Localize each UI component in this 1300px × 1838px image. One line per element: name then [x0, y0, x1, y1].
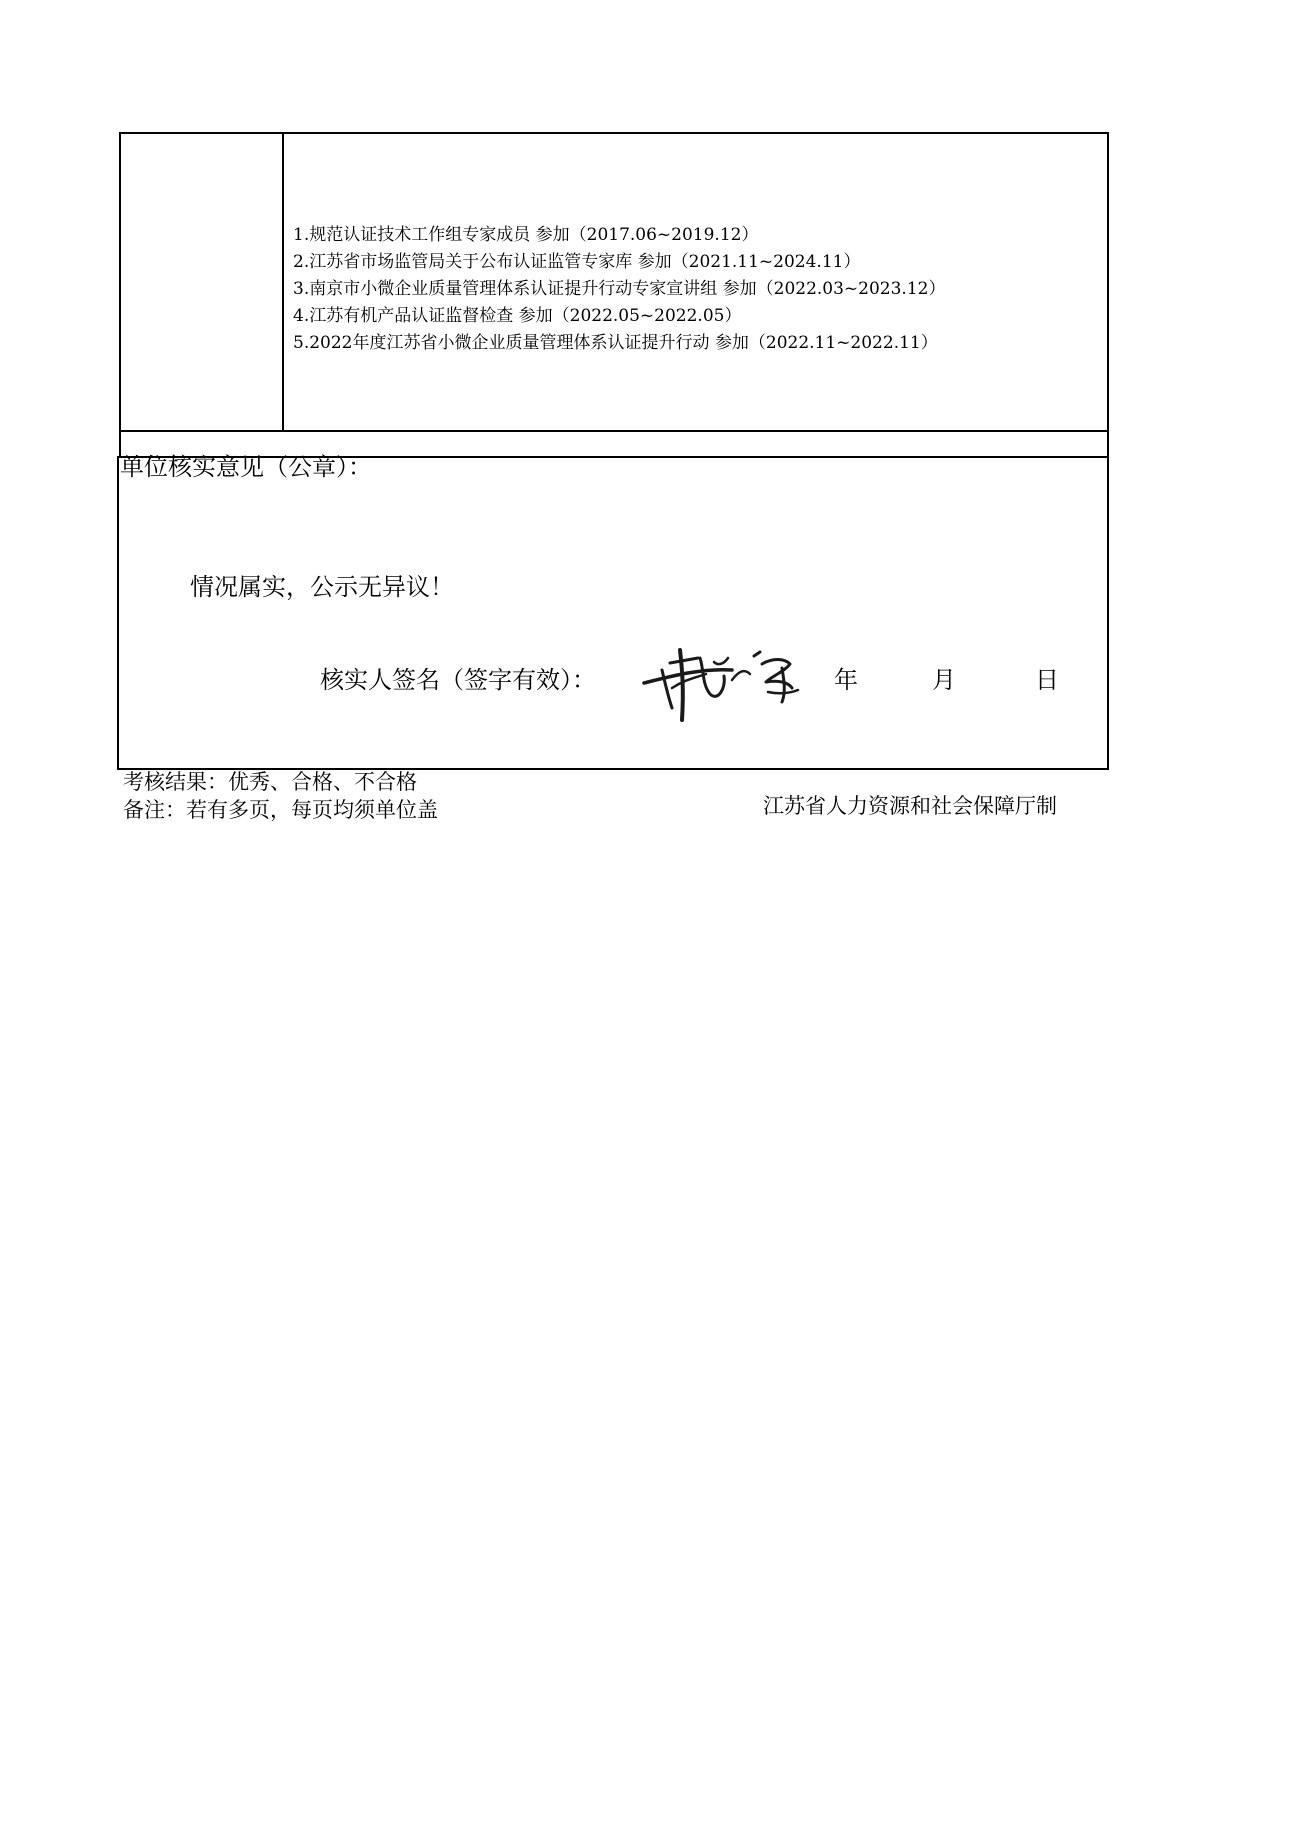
- verification-box: [117, 453, 1109, 770]
- participation-item: 4.江苏有机产品认证监督检查 参加（2022.05~2022.05）: [293, 306, 742, 326]
- signer-label: 核实人签名（签字有效）：: [320, 666, 596, 694]
- note-line: 备注：若有多页，每页均须单位盖: [123, 798, 438, 822]
- participation-item: 1.规范认证技术工作组专家成员 参加（2017.06~2019.12）: [293, 225, 759, 245]
- assessment-result-line: 考核结果：优秀、合格、不合格: [123, 770, 417, 794]
- participation-list: [293, 222, 945, 357]
- month-label: 月: [932, 666, 956, 694]
- year-label: 年: [834, 666, 858, 694]
- issuer-label: 江苏省人力资源和社会保障厅制: [763, 794, 1057, 818]
- participation-item: 2.江苏省市场监管局关于公布认证监管专家库 参加（2021.11~2024.11）: [293, 252, 861, 272]
- verification-heading: 单位核实意见（公章）：: [120, 453, 372, 481]
- day-label: 日: [1035, 666, 1059, 694]
- handwritten-signature: [632, 628, 832, 728]
- verification-statement: 情况属实，公示无异议！: [190, 573, 454, 601]
- participation-item: 5.2022年度江苏省小微企业质量管理体系认证提升行动 参加（2022.11~2022.11）: [293, 333, 938, 353]
- participation-item: 3.南京市小微企业质量管理体系认证提升行动专家宣讲组 参加（2022.03~2023.12）: [293, 279, 946, 299]
- table-column-divider: [282, 132, 284, 432]
